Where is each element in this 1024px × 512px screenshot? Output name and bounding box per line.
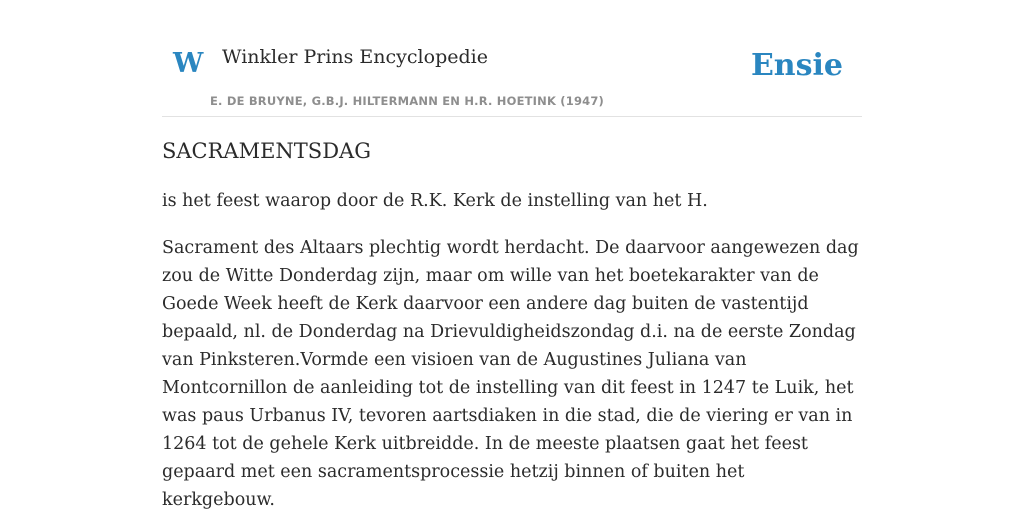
publication-logo-icon[interactable]: W: [173, 48, 204, 79]
publication-title[interactable]: Winkler Prins Encyclopedie: [222, 46, 488, 68]
article: [162, 138, 862, 512]
header: [162, 0, 862, 117]
publication-authors: E. DE BRUYNE, G.B.J. HILTERMANN EN H.R. HOETINK (1947): [210, 94, 605, 108]
article-title: SACRAMENTSDAG: [162, 139, 371, 163]
article-lead: is het feest waarop door de R.K. Kerk de instelling van het H.: [162, 191, 708, 212]
article-body: Sacrament des Altaars plechtig wordt herdacht. De daarvoor aangewezen dag zou de Witte Donderdag zijn, maar om wille van het boetekarakter van de Goede Week heeft de Kerk daarvoor een andere dag buiten de vastentijd bepaald, nl. de Donderdag na Drievuldigheidszondag d.i. na de eerste Zondag van Pinksteren.Vormde een visioen van de Augustines Juliana van Montcornillon de aanleiding tot de instelling van dit feest in 1247 te Luik, het was paus Urbanus IV, tevoren aartsdiaken in die stad, die de viering er van in 1264 tot de gehele Kerk uitbreidde. In de meeste plaatsen gaat het feest gepaard met een sacramentsprocessie hetzij binnen of buiten het kerkgebouw.: [162, 238, 859, 511]
ensie-logo[interactable]: Ensie: [750, 48, 843, 83]
